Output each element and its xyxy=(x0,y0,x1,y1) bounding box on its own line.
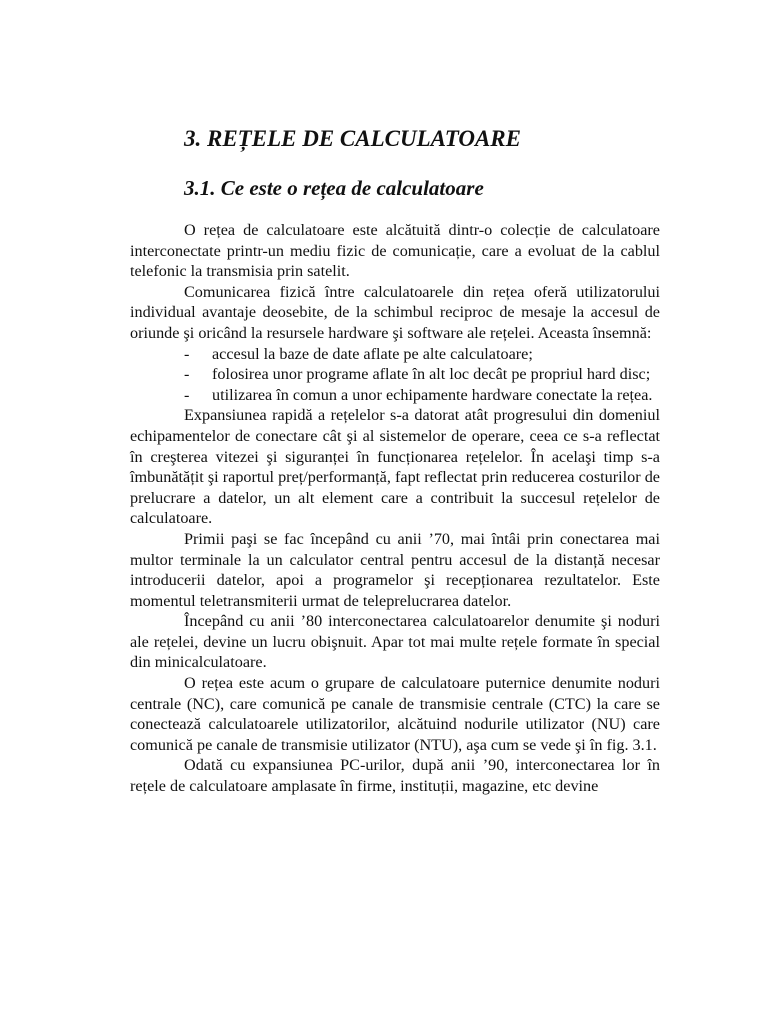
paragraph: Începând cu anii ’80 interconectarea calculatoarelor denumite şi noduri ale rețelei, devine un lucru obişnuit. Apar tot mai multe rețele formate în special din minicalculatoare. xyxy=(130,612,660,672)
bullet-marker: - xyxy=(184,344,190,363)
list-item xyxy=(130,385,660,406)
document-page xyxy=(130,122,660,797)
list-item-text: utilizarea în comun a unor echipamente hardware conectate la rețea. xyxy=(212,385,653,404)
list-item-text: accesul la baze de date aflate pe alte calculatoare; xyxy=(212,344,533,363)
paragraph: Odată cu expansiunea PC-urilor, după anii ’90, interconectarea lor în rețele de calculatoare amplasate în firme, instituții, magazine, etc devine xyxy=(130,756,660,796)
bullet-marker: - xyxy=(184,365,190,384)
chapter-title: 3. REȚELE DE CALCULATOARE xyxy=(184,126,521,151)
paragraph: O rețea de calculatoare este alcătuită dintr-o colecție de calculatoare interconectate printr-un mediu fizic de comunicație, care a evoluat de la cablul telefonic la transmisia prin satelit. xyxy=(130,221,660,281)
list-item-text: folosirea unor programe aflate în alt loc decât pe propriul hard disc; xyxy=(212,365,651,384)
paragraph: Comunicarea fizică între calculatoarele din rețea oferă utilizatorului individual avantaje deosebite, de la schimbul reciproc de mesaje la accesul de oriunde şi oricând la resursele hardware şi software ale rețelei. Aceasta însemnă: xyxy=(130,282,660,342)
list-item xyxy=(130,364,660,385)
paragraph: Primii paşi se fac începând cu anii ’70, mai întâi prin conectarea mai multor terminale la un calculator central pentru accesul de la distanță necesar introducerii datelor, apoi a programelor şi recepționarea rezultatelor. Este momentul teletransmiterii urmat de teleprelucrarea datelor. xyxy=(130,529,660,610)
section-title: 3.1. Ce este o rețea de calculatoare xyxy=(184,176,484,200)
bullet-list xyxy=(130,344,660,406)
list-item xyxy=(130,344,660,365)
bullet-marker: - xyxy=(184,385,190,404)
paragraph: O rețea este acum o grupare de calculatoare puternice denumite noduri centrale (NC), care comunică pe canale de transmisie centrale (CTC) la care se conectează calculatoarele utilizatorilor, alcătuind nodurile utilizator (NU) care comunică pe canale de transmisie utilizator (NTU), aşa cum se vede şi în fig. 3.1. xyxy=(130,674,660,754)
paragraph: Expansiunea rapidă a rețelelor s-a datorat atât progresului din domeniul echipamentelor de conectare cât şi al sistemelor de operare, ceea ce s-a reflectat în creşterea vitezei şi siguranței în funcționarea rețelelor. În acelaşi timp s-a îmbunătățit şi raportul preț/performanță, fapt reflectat prin reducerea costurilor de prelucrare a datelor, un alt element care a contribuit la succesul rețelelor de calculatoare. xyxy=(130,406,660,528)
document-body xyxy=(130,220,660,797)
